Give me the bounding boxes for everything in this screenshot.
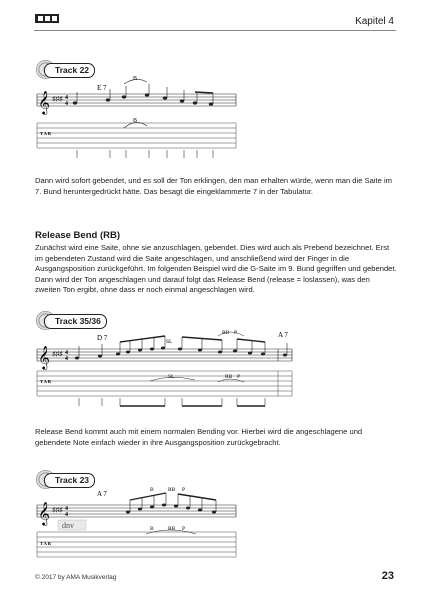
score-example-2 bbox=[37, 330, 292, 406]
paragraph-bend-explanation: Dann wird sofort gebendet, und es soll der Ton erklingen, den man erhalten würde, wenn man die Saite im 7. Bund heruntergedrückt hätte. Das besagt die eingeklammerte 7 in der Tabulatur. bbox=[35, 176, 392, 196]
svg-text:♯♯♯: ♯♯♯ bbox=[52, 95, 63, 103]
treble-clef-icon: 𝄞 bbox=[38, 347, 50, 369]
svg-text:D 7: D 7 bbox=[97, 334, 108, 342]
svg-text:P: P bbox=[182, 526, 186, 532]
chapter-title: Kapitel 4 bbox=[355, 16, 394, 27]
svg-text:A 7: A 7 bbox=[97, 490, 107, 498]
svg-text:4: 4 bbox=[65, 350, 68, 356]
svg-text:A 7: A 7 bbox=[278, 331, 288, 339]
score-example-1 bbox=[37, 76, 236, 158]
svg-text:P: P bbox=[237, 374, 241, 380]
svg-text:SL: SL bbox=[168, 374, 175, 380]
svg-text:4: 4 bbox=[65, 101, 68, 107]
score-example-3 bbox=[37, 487, 236, 557]
svg-text:4: 4 bbox=[65, 95, 68, 101]
svg-text:B: B bbox=[133, 76, 138, 82]
svg-text:RB: RB bbox=[225, 374, 233, 380]
svg-text:RB: RB bbox=[168, 526, 176, 532]
chord-symbol: E 7 bbox=[97, 84, 107, 92]
paragraph-release-normal-bend: Release Bend kommt auch mit einem normalen Bending vor. Hierbei wird die angeschlagene und gebendete Note einfach wieder in ihre Ausgangsposition zurückgebracht. bbox=[35, 427, 363, 447]
track-label: Track 22 bbox=[44, 63, 95, 78]
svg-text:P: P bbox=[234, 330, 238, 336]
svg-text:RB: RB bbox=[222, 330, 230, 336]
svg-text:RB: RB bbox=[168, 487, 176, 493]
page-number: 23 bbox=[381, 570, 394, 582]
svg-text:B: B bbox=[150, 526, 154, 532]
svg-text:SL: SL bbox=[166, 339, 173, 345]
svg-text:4: 4 bbox=[65, 512, 68, 518]
copyright: © 2017 by AMA Musikverlag bbox=[35, 574, 117, 581]
track-label: Track 35/36 bbox=[44, 314, 107, 329]
treble-clef-icon: 𝄞 bbox=[38, 503, 50, 525]
svg-text:4: 4 bbox=[65, 356, 68, 362]
svg-text:dnv: dnv bbox=[62, 521, 74, 530]
svg-text:♯♯♯: ♯♯♯ bbox=[52, 350, 63, 358]
svg-text:4: 4 bbox=[65, 506, 68, 512]
section-heading: Release Bend (RB) bbox=[35, 230, 120, 241]
tab-label: T A B bbox=[40, 131, 51, 136]
svg-text:B: B bbox=[150, 487, 154, 493]
treble-clef-icon: 𝄞 bbox=[38, 92, 50, 114]
paragraph-release-bend: Zunächst wird eine Saite, ohne sie anzuschlagen, gebendet. Dies wird auch als Prebend bezeichnet. Erst im gebendeten Zustand wird die Saite angeschlagen, und anschließend wird der Finger in die Ausgangsposition zurückgeführt. Im folgenden Beispiel wird die G-Saite im 9. Bund gegriffen und gebendet. Dann wird der Ton angeschlagen und darauf folgt das Release Bend (release = loslassen), was den zweiten Ton ergibt, ohne dass er noch einmal angeschlagen wird. bbox=[35, 243, 397, 295]
track-label: Track 23 bbox=[44, 473, 95, 488]
svg-text:♯♯♯: ♯♯♯ bbox=[52, 506, 63, 514]
svg-text:T A B: T A B bbox=[40, 379, 51, 384]
svg-text:T A B: T A B bbox=[40, 541, 51, 546]
svg-text:B: B bbox=[133, 118, 138, 124]
svg-text:P: P bbox=[182, 487, 186, 493]
